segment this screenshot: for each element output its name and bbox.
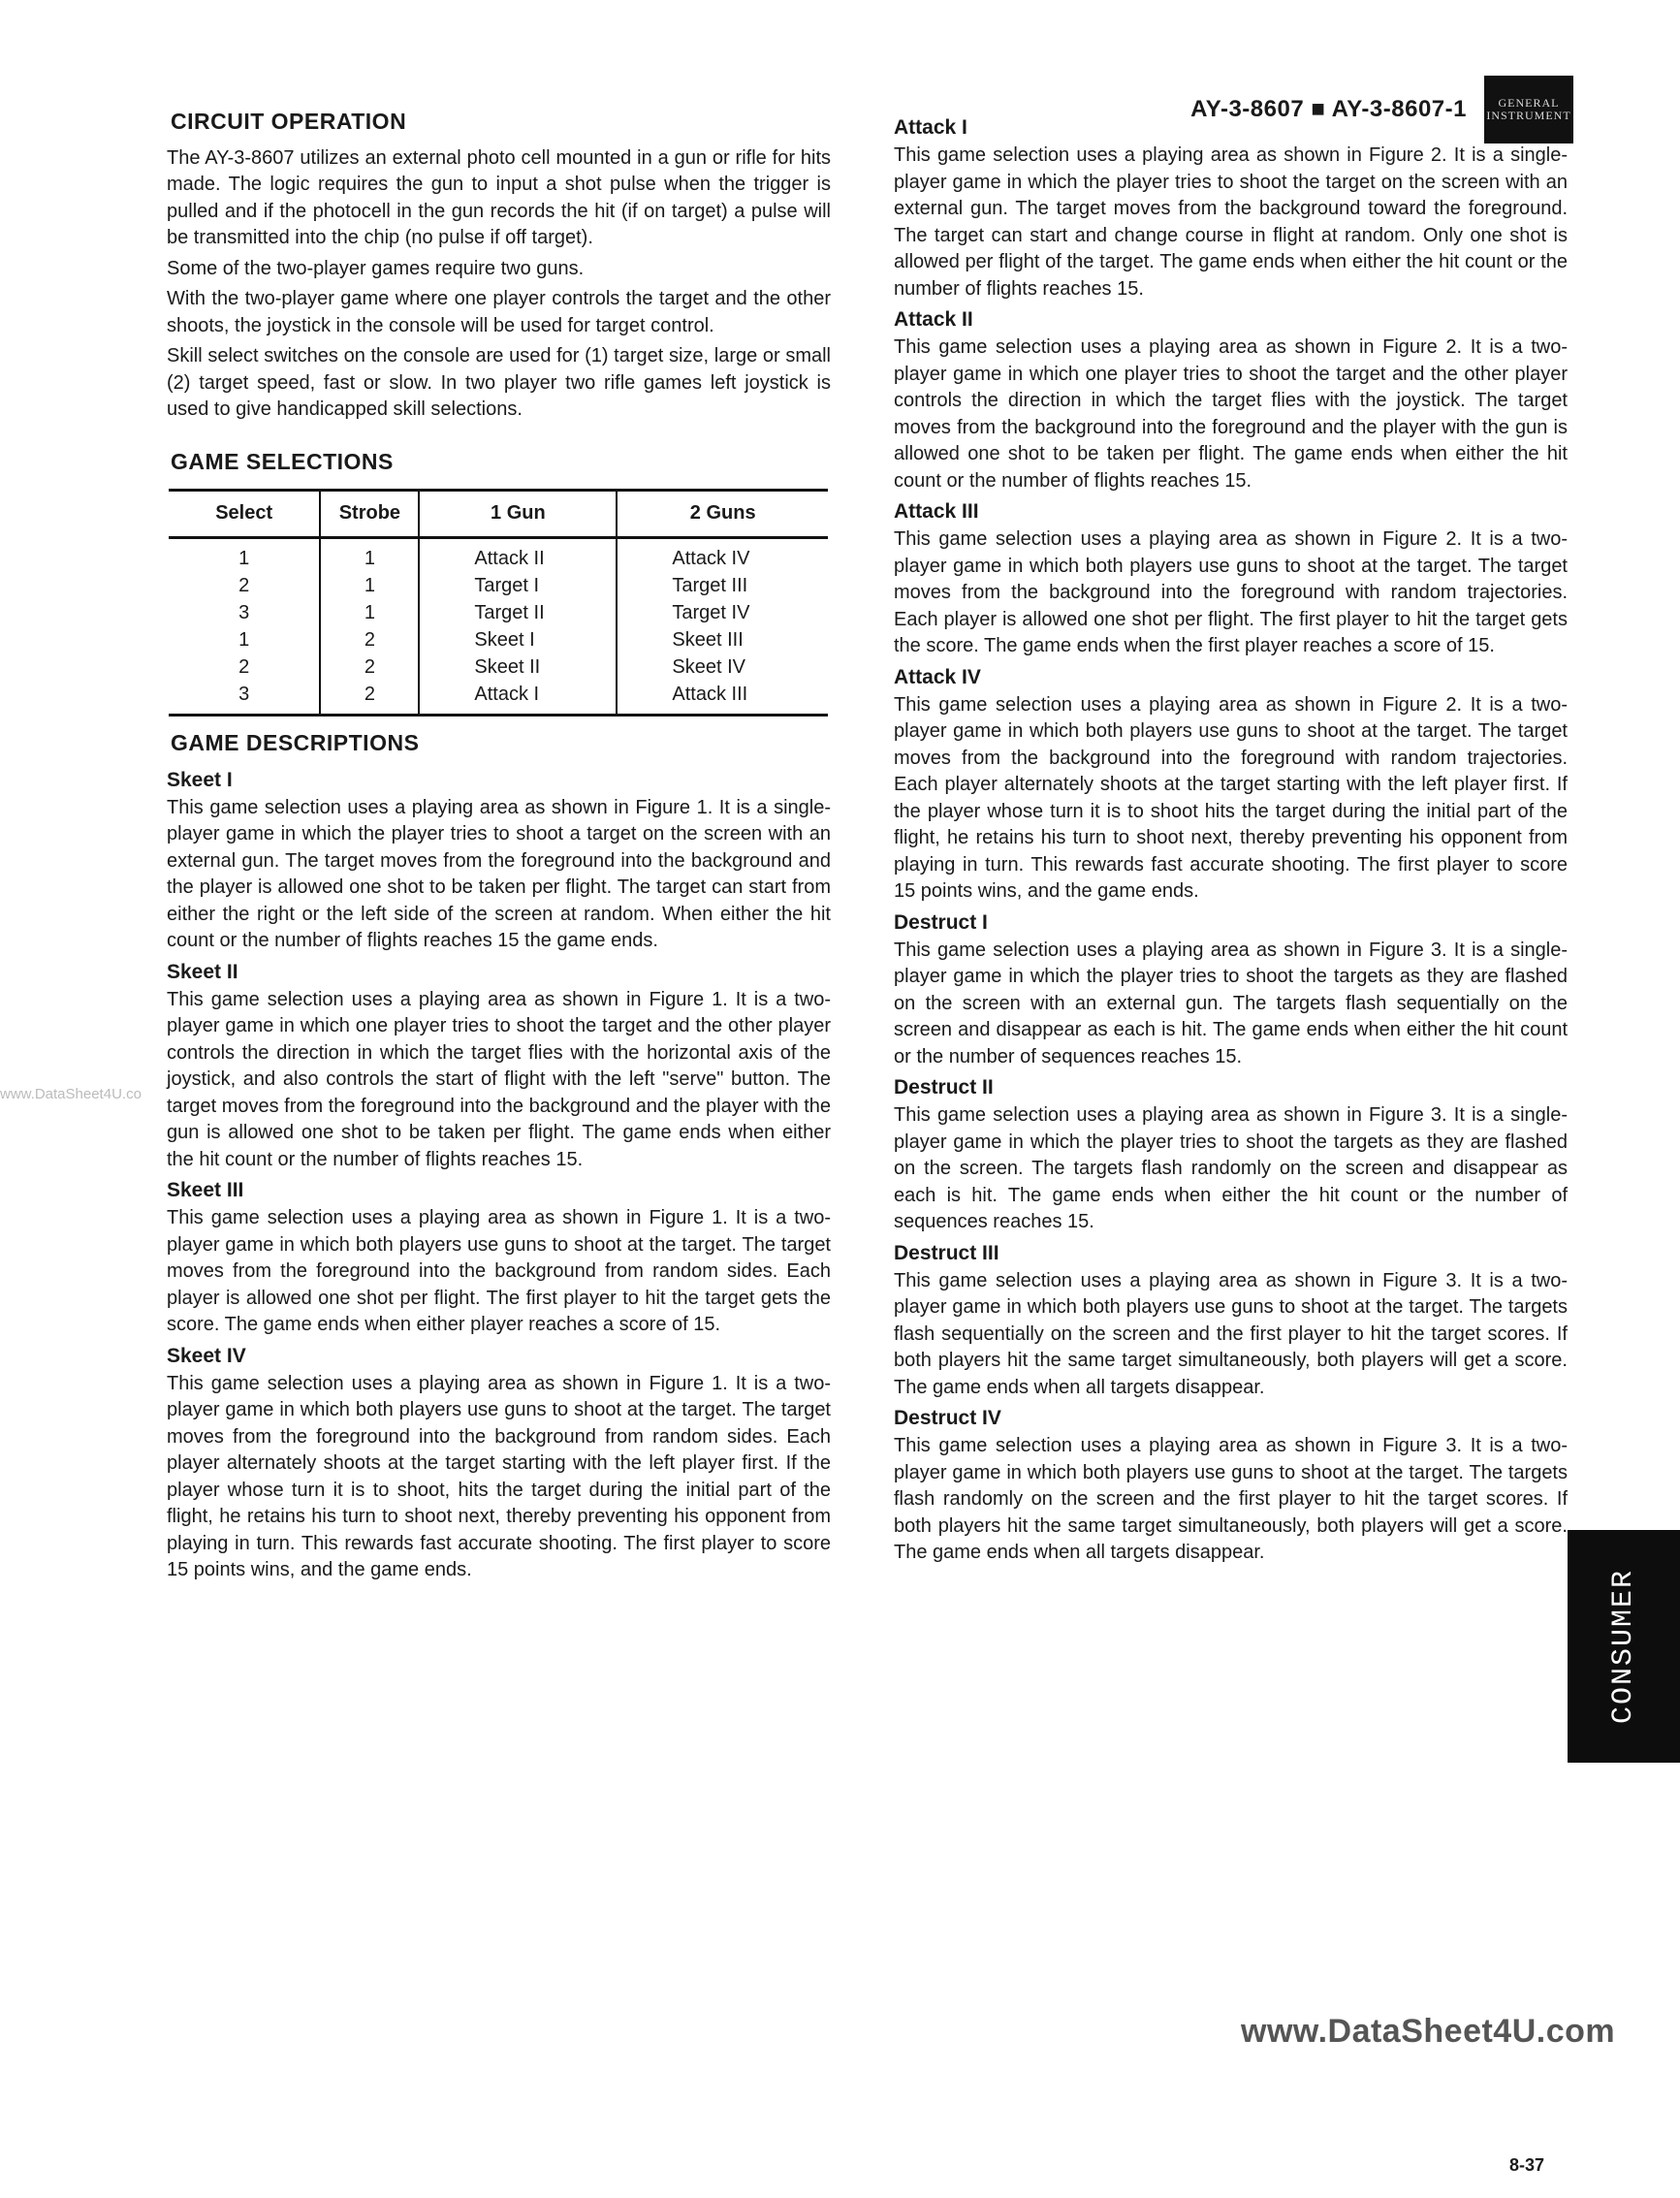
game-title-destruct-2: Destruct II xyxy=(894,1076,994,1099)
game-selections-table xyxy=(169,489,828,717)
game-title-destruct-3: Destruct III xyxy=(894,1241,999,1264)
game-description: This game selection uses a playing area as shown in Figure 2. It is a two-player game in which both players use guns to shoot at the target. The target moves from the background into the foreground with random trajectories. Each player alternately shoots at the target starting with the left player first. If the player whose turn it is to shoot hits the target during the initial part of the flight, he retains his turn to shoot next, thereby preventing his opponent from playing in turn. This rewards fast accurate shooting. The first player to score 15 points wins, and the game ends. xyxy=(894,693,1568,902)
game-title-attack-2: Attack II xyxy=(894,308,973,331)
table-header-row xyxy=(169,491,828,538)
game-description: This game selection uses a playing area as shown in Figure 1. It is a single-player game in which the player tries to shoot a target on the screen with an external gun. The target moves from the foreground into the background and the player is allowed one shot to be taken per flight. The target can start from either the right or the left side of the screen at random. When either the hit count or the number of flights reaches 15 the game ends. xyxy=(167,796,831,951)
circuit-paragraph: The AY-3-8607 utilizes an external photo cell mounted in a gun or rifle for hits made. The logic requires the gun to input a shot pulse when the trigger is pulled and if the photocell in the gun records the hit (if on target) a pulse will be transmitted into the chip (no pulse if off target). xyxy=(167,146,831,248)
watermark-left: www.DataSheet4U.co xyxy=(0,1086,142,1102)
cell-1-gun: Target II xyxy=(419,599,617,626)
cell-strobe: 1 xyxy=(320,538,419,573)
table-row xyxy=(169,572,828,599)
game-description: This game selection uses a playing area as shown in Figure 2. It is a two-player game in which one player tries to shoot the target and the other player controls the direction in which the target flies with the joystick. The target moves from the background into the foreground and the player with the gun is allowed one shot to be taken per flight. The game ends when either the hit count or the number of flights reaches 15. xyxy=(894,336,1568,492)
cell-2-guns: Attack III xyxy=(617,681,828,716)
right-column xyxy=(894,114,1568,1571)
watermark-bottom: www.DataSheet4U.com xyxy=(1241,2013,1616,2050)
game-description: This game selection uses a playing area as shown in Figure 3. It is a single-player game in which the player tries to shoot the targets as they are flashed on the screen. The targets flash randomly on the screen and disappear as each is hit. The game ends when either the hit count or the number of sequences reaches 15. xyxy=(894,1104,1568,1232)
cell-2-guns: Target IV xyxy=(617,599,828,626)
game-title-skeet-2: Skeet II xyxy=(167,960,238,983)
left-column xyxy=(167,109,831,1588)
cell-2-guns: Skeet IV xyxy=(617,653,828,681)
col-header-1-gun: 1 Gun xyxy=(419,491,617,538)
part-number-title: AY-3-8607 ■ AY-3-8607-1 xyxy=(1190,96,1467,122)
cell-1-gun: Attack II xyxy=(419,538,617,573)
col-header-2-guns: 2 Guns xyxy=(617,491,828,538)
cell-strobe: 1 xyxy=(320,599,419,626)
circuit-paragraph: Skill select switches on the console are used for (1) target size, large or small (2) target speed, fast or slow. In two player two rifle games left joystick is used to give handicapped skill selections. xyxy=(167,345,831,420)
cell-select: 1 xyxy=(238,629,250,651)
cell-1-gun: Target I xyxy=(419,572,617,599)
cell-strobe: 1 xyxy=(320,572,419,599)
game-title-attack-3: Attack III xyxy=(894,500,979,523)
circuit-paragraph: With the two-player game where one player controls the target and the other shoots, the joystick in the console will be used for target control. xyxy=(167,288,831,336)
cell-strobe: 2 xyxy=(320,626,419,653)
game-title-destruct-4: Destruct IV xyxy=(894,1407,1001,1429)
table-row xyxy=(169,599,828,626)
cell-strobe: 2 xyxy=(320,681,419,716)
cell-1-gun: Attack I xyxy=(419,681,617,716)
col-header-select: Select xyxy=(169,491,320,538)
cell-select: 2 xyxy=(238,575,250,596)
cell-select: 1 xyxy=(238,548,250,569)
game-title-attack-4: Attack IV xyxy=(894,665,981,688)
circuit-paragraph: Some of the two-player games require two guns. xyxy=(167,257,585,279)
game-title-skeet-3: Skeet III xyxy=(167,1179,244,1201)
game-description: This game selection uses a playing area as shown in Figure 3. It is a single-player game in which the player tries to shoot the targets as they are flashed on the screen with an external gun. The targets flash sequentially on the screen and disappear as each is hit. The game ends when either the hit count or the number of sequences reaches 15. xyxy=(894,939,1568,1067)
cell-2-guns: Attack IV xyxy=(617,538,828,573)
cell-2-guns: Target III xyxy=(617,572,828,599)
cell-2-guns: Skeet III xyxy=(617,626,828,653)
cell-select: 2 xyxy=(238,656,250,678)
consumer-section-tab xyxy=(1568,1530,1680,1763)
game-title-skeet-1: Skeet I xyxy=(167,768,233,791)
cell-strobe: 2 xyxy=(320,653,419,681)
logo-text-line2: INSTRUMENT xyxy=(1486,109,1571,122)
game-description: This game selection uses a playing area as shown in Figure 2. It is a single-player game in which the player tries to shoot the target on the screen with an external gun. The target moves from the background toward the foreground. The target can start and change course in flight at random. Only one shot is allowed per flight of the target. The game ends when either the hit count or the number of flights reaches 15. xyxy=(894,144,1568,300)
game-descriptions-heading: GAME DESCRIPTIONS xyxy=(171,730,420,755)
cell-select: 3 xyxy=(169,681,320,716)
game-description: This game selection uses a playing area as shown in Figure 3. It is a two-player game in which both players use guns to shoot at the target. The targets flash sequentially on the screen and the first player to hit the target scores. If both players hit the same target simultaneously, both players will get a score. The game ends when all targets disappear. xyxy=(894,1269,1568,1398)
page-number: 8-37 xyxy=(1509,2155,1545,2175)
game-selections-heading: GAME SELECTIONS xyxy=(171,448,394,474)
circuit-operation-heading: CIRCUIT OPERATION xyxy=(171,109,407,134)
game-description: This game selection uses a playing area as shown in Figure 3. It is a two-player game in which both players use guns to shoot at the target. The targets flash randomly on the screen and the first player to hit the target scores. If both players hit the same target simultaneously, both players will get a score. The game ends when all targets disappear. xyxy=(894,1435,1568,1563)
cell-1-gun: Skeet I xyxy=(419,626,617,653)
table-row xyxy=(169,681,828,716)
table-row xyxy=(169,653,828,681)
game-title-skeet-4: Skeet IV xyxy=(167,1344,246,1367)
cell-select: 3 xyxy=(238,602,250,623)
cell-1-gun: Skeet II xyxy=(419,653,617,681)
table-row xyxy=(169,538,828,573)
game-title-destruct-1: Destruct I xyxy=(894,910,988,934)
game-description: This game selection uses a playing area as shown in Figure 1. It is a two-player game in which both players use guns to shoot at the target. The target moves from the foreground into the background from random sides. Each player alternately shoots at the target starting with the left player first. If the player whose turn it is to shoot, hits the target during the initial part of the flight, he retains his turn to shoot next, thereby preventing his opponent from playing in turn. This rewards fast accurate shooting. The first player to score 15 points wins, and the game ends. xyxy=(167,1372,831,1580)
table-row xyxy=(169,626,828,653)
col-header-strobe: Strobe xyxy=(320,491,419,538)
game-description: This game selection uses a playing area as shown in Figure 2. It is a two-player game in which both players use guns to shoot at the target. The target moves from the background into the foreground with random trajectories. Each player is allowed one shot per flight. The first player to hit the target gets the score. The game ends when the first player reaches a score of 15. xyxy=(894,528,1568,656)
side-tab-label: CONSUMER xyxy=(1607,1568,1640,1725)
logo-text-line1: GENERAL xyxy=(1498,96,1560,110)
game-description: This game selection uses a playing area as shown in Figure 1. It is a two-player game in which one player tries to shoot the target and the other player controls the direction in which the target flies with the horizontal axis of the joystick, and also controls the start of flight with the left "serve" button. The target moves from the foreground into the background and the player with the gun is allowed one shot to be taken per flight. The game ends when either the hit count or the number of flights reaches 15. xyxy=(167,988,831,1170)
game-description: This game selection uses a playing area as shown in Figure 1. It is a two-player game in which both players use guns to shoot at the target. The target moves from the foreground into the background from random sides. Each player is allowed one shot per flight. The first player to hit the target gets the score. The game ends when either player reaches a score of 15. xyxy=(167,1207,831,1335)
game-title-attack-1: Attack I xyxy=(894,116,967,139)
